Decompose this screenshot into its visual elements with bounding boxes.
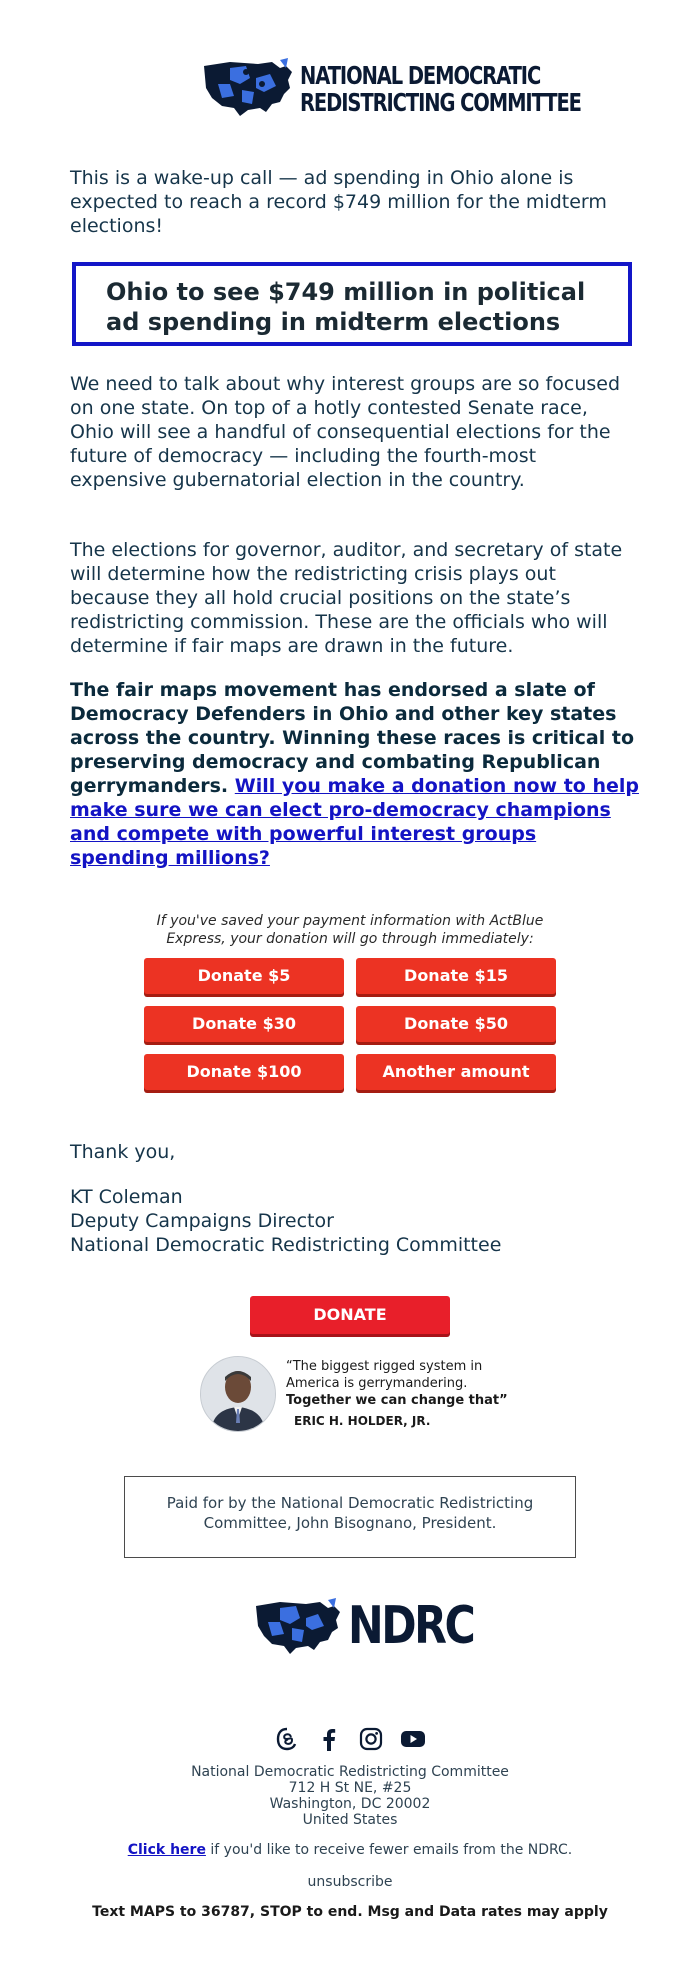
actblue-note: If you've saved your payment information with ActBlue Express, your donation will go through immediately: [156,913,544,947]
signature-name: KT Coleman [70,1186,183,1208]
fewer-emails-notice [100,1842,600,1858]
donate-100-button[interactable]: Donate $100 [144,1054,344,1090]
address-line-2: 712 H St NE, #25 [288,1780,412,1796]
mailing-address [150,1764,550,1828]
us-map-puzzle-icon [200,58,296,120]
paid-for-text: Paid for by the National Democratic Redistricting Committee, John Bisognano, President. [166,1494,534,1532]
facebook-icon[interactable] [316,1726,342,1752]
quote-line-1: “The biggest rigged system in America is gerrymandering. [286,1359,483,1391]
fewer-emails-link[interactable]: Click here [127,1842,206,1858]
avatar [200,1356,276,1432]
quote-line-2: Together we can change that” [286,1393,508,1408]
logo-line-1: NATIONAL DEMOCRATIC [300,61,541,90]
signature-title: Deputy Campaigns Director [70,1210,334,1232]
bold-paragraph-text: The fair maps movement has endorsed a slate of Democracy Defenders in Ohio and other key states across the country. Winning these races is critical to preserving democracy and combating Republican gerrymanders. [70,679,635,797]
us-map-puzzle-icon [252,1598,342,1654]
address-line-1: National Democratic Redistricting Committee [191,1764,509,1780]
signature-org: National Democratic Redistricting Committee [70,1234,502,1256]
donate-button[interactable]: DONATE [250,1296,450,1334]
bold-paragraph [70,678,640,870]
eric-holder-portrait-icon [201,1357,275,1431]
donate-50-button[interactable]: Donate $50 [356,1006,556,1042]
signature-block [70,1185,501,1257]
donate-15-button[interactable]: Donate $15 [356,958,556,994]
ndrc-logo-text [300,62,581,116]
logo-line-2: REDISTRICTING COMMITTEE [300,88,581,117]
intro-paragraph: This is a wake-up call — ad spending in Ohio alone is expected to reach a record $749 million for the midterm elections! [70,167,607,237]
donate-5-button[interactable]: Donate $5 [144,958,344,994]
unsubscribe-link[interactable]: unsubscribe [307,1874,393,1890]
donate-30-button[interactable]: Donate $30 [144,1006,344,1042]
headline-box [72,262,632,346]
body-paragraph-2: We need to talk about why interest groups are so focused on one state. On top of a hotly contested Senate race, Ohio will see a handful of consequential elections for the future of democracy — including the fourth-most expensive gubernatorial election in the country. [70,373,621,491]
social-links [274,1726,430,1754]
another-amount-button[interactable]: Another amount [356,1054,556,1090]
ndrc-footer-logo[interactable] [252,1596,474,1656]
ndrc-logo-text: NDRC [348,1596,474,1656]
quote-text [286,1358,516,1409]
holder-quote-banner[interactable] [198,1354,518,1434]
thanks-text: Thank you, [70,1141,176,1163]
instagram-icon[interactable] [358,1726,384,1752]
body-paragraph-3: The elections for governor, auditor, and secretary of state will determine how the redistricting crisis plays out because they all hold crucial positions on the state’s redistricting commission. These are the officials who will determine if fair maps are drawn in the future. [70,539,623,657]
quote-author: ERIC H. HOLDER, JR. [294,1414,431,1428]
threads-icon[interactable] [274,1726,300,1752]
fewer-emails-text: if you'd like to receive fewer emails from the NDRC. [205,1842,573,1858]
address-line-3: Washington, DC 20002 [269,1796,431,1812]
paid-for-box [124,1476,576,1558]
headline: Ohio to see $749 million in political ad spending in midterm elections [106,278,586,336]
youtube-icon[interactable] [400,1726,426,1752]
address-line-4: United States [302,1812,398,1828]
donation-ask-link[interactable]: Will you make a donation now to help make sure we can elect pro-democracy champions and compete with powerful interest groups spending millions? [70,775,639,869]
ndrc-header-logo[interactable] [200,56,581,122]
sms-notice: Text MAPS to 36787, STOP to end. Msg and Data rates may apply [92,1904,608,1920]
